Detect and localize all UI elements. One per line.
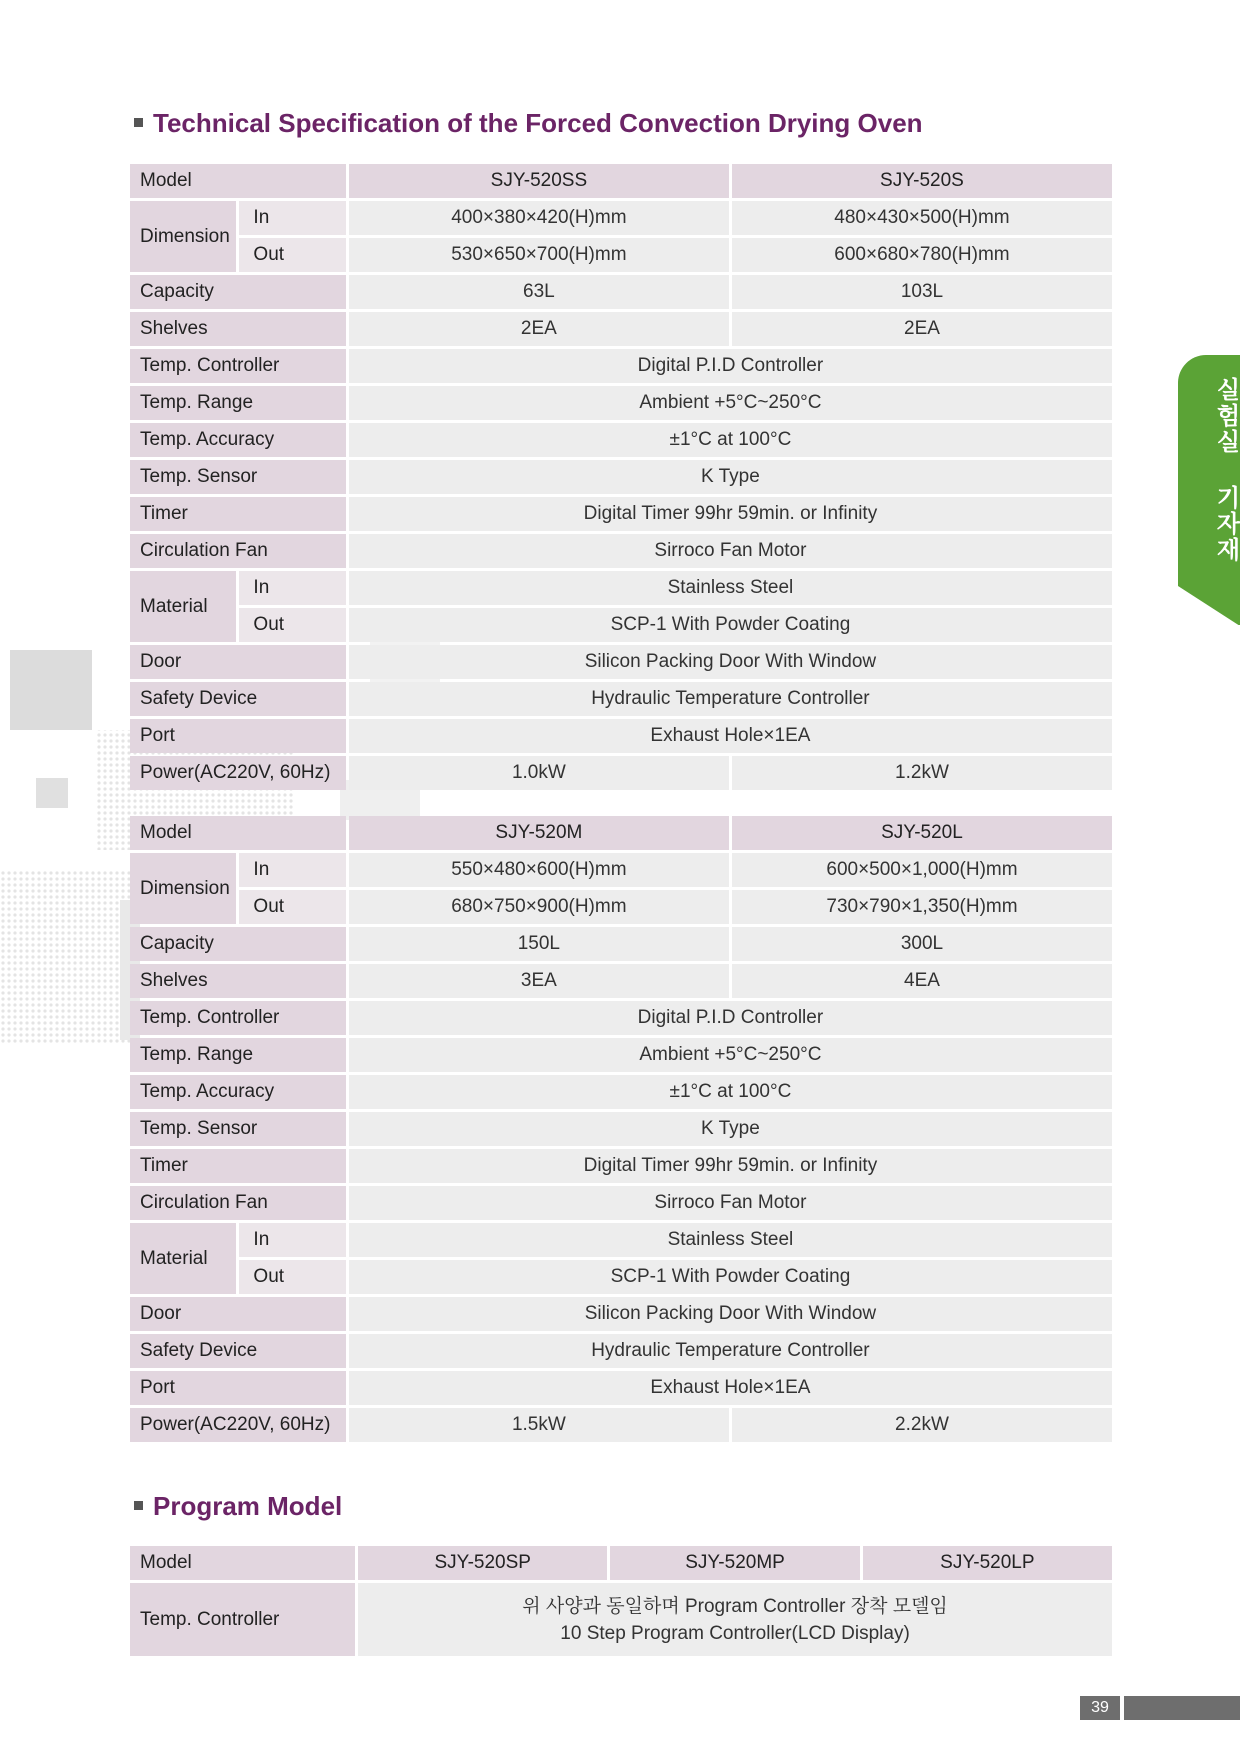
cell-value: 63L: [349, 275, 729, 309]
table-row-timer: [130, 497, 1112, 531]
label-temp-range: Temp. Range: [130, 1038, 346, 1072]
section-title-program-model: [134, 1491, 342, 1522]
model-header: SJY-520M: [349, 816, 729, 850]
table-row-temp-range: [130, 1038, 1112, 1072]
table-row-material-in: [130, 571, 1112, 605]
cell-value: Stainless Steel: [349, 1223, 1112, 1257]
label-model: Model: [130, 816, 346, 850]
table-row-shelves: [130, 312, 1112, 346]
table-row-shelves: [130, 964, 1112, 998]
label-temp-controller: Temp. Controller: [130, 349, 346, 383]
program-controller-description: [358, 1583, 1112, 1656]
cell-value: Silicon Packing Door With Window: [349, 645, 1112, 679]
table-row-temp-range: [130, 386, 1112, 420]
cell-value: Digital P.I.D Controller: [349, 349, 1112, 383]
table-row-temp-sensor: [130, 1112, 1112, 1146]
table-row-capacity: [130, 927, 1112, 961]
cell-value: 2.2kW: [732, 1408, 1112, 1442]
label-temp-accuracy: Temp. Accuracy: [130, 423, 346, 457]
section-title-text: Technical Specification of the Forced Convection Drying Oven: [153, 108, 923, 138]
label-out: Out: [239, 608, 345, 642]
cell-value: 300L: [732, 927, 1112, 961]
label-door: Door: [130, 645, 346, 679]
cell-value: K Type: [349, 1112, 1112, 1146]
label-temp-accuracy: Temp. Accuracy: [130, 1075, 346, 1109]
label-dimension: Dimension: [130, 201, 236, 272]
table-row-dimension-out: [130, 238, 1112, 272]
description-line: 위 사양과 동일하며 Program Controller 장착 모델임: [522, 1595, 948, 1617]
description-line: 10 Step Program Controller(LCD Display): [560, 1622, 910, 1644]
model-header: SJY-520S: [732, 164, 1112, 198]
table-row-temp-accuracy: [130, 1075, 1112, 1109]
cell-value: 680×750×900(H)mm: [349, 890, 729, 924]
model-header: SJY-520LP: [863, 1546, 1112, 1580]
cell-value: 1.0kW: [349, 756, 729, 790]
cell-value: K Type: [349, 460, 1112, 494]
cell-value: Exhaust Hole×1EA: [349, 1371, 1112, 1405]
label-temp-controller: Temp. Controller: [130, 1583, 355, 1656]
cell-value: Sirroco Fan Motor: [349, 534, 1112, 568]
cell-value: 1.5kW: [349, 1408, 729, 1442]
cell-value: 600×500×1,000(H)mm: [732, 853, 1112, 887]
label-capacity: Capacity: [130, 275, 346, 309]
page-number: 39: [1080, 1696, 1120, 1720]
label-port: Port: [130, 1371, 346, 1405]
label-timer: Timer: [130, 497, 346, 531]
cell-value: 400×380×420(H)mm: [349, 201, 729, 235]
label-circulation-fan: Circulation Fan: [130, 1186, 346, 1220]
model-header: SJY-520L: [732, 816, 1112, 850]
side-tab-label: 실험실 기자재: [1212, 377, 1240, 563]
label-port: Port: [130, 719, 346, 753]
cell-value: 150L: [349, 927, 729, 961]
table-row-timer: [130, 1149, 1112, 1183]
label-model: Model: [130, 1546, 355, 1580]
cell-value: Hydraulic Temperature Controller: [349, 1334, 1112, 1368]
cell-value: 550×480×600(H)mm: [349, 853, 729, 887]
model-header: SJY-520SS: [349, 164, 729, 198]
table-row-temp-controller: [130, 1583, 1112, 1656]
cell-value: Digital Timer 99hr 59min. or Infinity: [349, 1149, 1112, 1183]
table-row-safety: [130, 682, 1112, 716]
cell-value: 2EA: [349, 312, 729, 346]
label-timer: Timer: [130, 1149, 346, 1183]
table-row-material-out: [130, 608, 1112, 642]
label-in: In: [239, 1223, 345, 1257]
label-material: Material: [130, 1223, 236, 1294]
cell-value: 730×790×1,350(H)mm: [732, 890, 1112, 924]
table-row-port: [130, 1371, 1112, 1405]
cell-value: SCP-1 With Powder Coating: [349, 608, 1112, 642]
label-temp-sensor: Temp. Sensor: [130, 1112, 346, 1146]
label-power: Power(AC220V, 60Hz): [130, 756, 346, 790]
label-capacity: Capacity: [130, 927, 346, 961]
cell-value: SCP-1 With Powder Coating: [349, 1260, 1112, 1294]
bullet-square-icon: [134, 118, 143, 127]
table-row-power: [130, 1408, 1112, 1442]
cell-value: 1.2kW: [732, 756, 1112, 790]
program-model-table: [127, 1543, 1115, 1659]
cell-value: Stainless Steel: [349, 571, 1112, 605]
cell-value: 600×680×780(H)mm: [732, 238, 1112, 272]
label-in: In: [239, 571, 345, 605]
label-out: Out: [239, 890, 345, 924]
label-temp-controller: Temp. Controller: [130, 1001, 346, 1035]
spec-table-small: [127, 161, 1115, 793]
section-title-text: Program Model: [153, 1491, 343, 1521]
label-shelves: Shelves: [130, 964, 346, 998]
table-row-dimension-out: [130, 890, 1112, 924]
label-out: Out: [239, 1260, 345, 1294]
table-row-dimension-in: [130, 201, 1112, 235]
section-title-specification: [134, 108, 923, 139]
table-row-capacity: [130, 275, 1112, 309]
cell-value: 530×650×700(H)mm: [349, 238, 729, 272]
table-row-temp-accuracy: [130, 423, 1112, 457]
spec-table-large: [127, 813, 1115, 1445]
label-temp-range: Temp. Range: [130, 386, 346, 420]
model-header: SJY-520MP: [610, 1546, 859, 1580]
table-row-temp-controller: [130, 1001, 1112, 1035]
table-row-fan: [130, 1186, 1112, 1220]
table-row-material-in: [130, 1223, 1112, 1257]
label-material: Material: [130, 571, 236, 642]
label-safety-device: Safety Device: [130, 682, 346, 716]
label-shelves: Shelves: [130, 312, 346, 346]
cell-value: ±1°C at 100°C: [349, 1075, 1112, 1109]
label-model: Model: [130, 164, 346, 198]
label-power: Power(AC220V, 60Hz): [130, 1408, 346, 1442]
table-row-model: [130, 816, 1112, 850]
bullet-square-icon: [134, 1501, 143, 1510]
label-door: Door: [130, 1297, 346, 1331]
cell-value: Ambient +5°C~250°C: [349, 386, 1112, 420]
cell-value: 2EA: [732, 312, 1112, 346]
label-safety-device: Safety Device: [130, 1334, 346, 1368]
cell-value: 480×430×500(H)mm: [732, 201, 1112, 235]
table-row-dimension-in: [130, 853, 1112, 887]
page-number-bar: [1124, 1696, 1240, 1720]
table-row-temp-controller: [130, 349, 1112, 383]
cell-value: Digital Timer 99hr 59min. or Infinity: [349, 497, 1112, 531]
label-temp-sensor: Temp. Sensor: [130, 460, 346, 494]
cell-value: 103L: [732, 275, 1112, 309]
table-row-door: [130, 1297, 1112, 1331]
cell-value: Exhaust Hole×1EA: [349, 719, 1112, 753]
table-row-door: [130, 645, 1112, 679]
cell-value: 3EA: [349, 964, 729, 998]
label-in: In: [239, 201, 345, 235]
cell-value: Sirroco Fan Motor: [349, 1186, 1112, 1220]
label-circulation-fan: Circulation Fan: [130, 534, 346, 568]
cell-value: Ambient +5°C~250°C: [349, 1038, 1112, 1072]
label-in: In: [239, 853, 345, 887]
cell-value: Silicon Packing Door With Window: [349, 1297, 1112, 1331]
table-row-port: [130, 719, 1112, 753]
label-dimension: Dimension: [130, 853, 236, 924]
table-row-material-out: [130, 1260, 1112, 1294]
cell-value: Digital P.I.D Controller: [349, 1001, 1112, 1035]
table-row-power: [130, 756, 1112, 790]
label-out: Out: [239, 238, 345, 272]
table-row-safety: [130, 1334, 1112, 1368]
model-header: SJY-520SP: [358, 1546, 607, 1580]
cell-value: Hydraulic Temperature Controller: [349, 682, 1112, 716]
table-row-temp-sensor: [130, 460, 1112, 494]
table-row-model: [130, 1546, 1112, 1580]
cell-value: ±1°C at 100°C: [349, 423, 1112, 457]
table-row-fan: [130, 534, 1112, 568]
table-row-model: [130, 164, 1112, 198]
cell-value: 4EA: [732, 964, 1112, 998]
